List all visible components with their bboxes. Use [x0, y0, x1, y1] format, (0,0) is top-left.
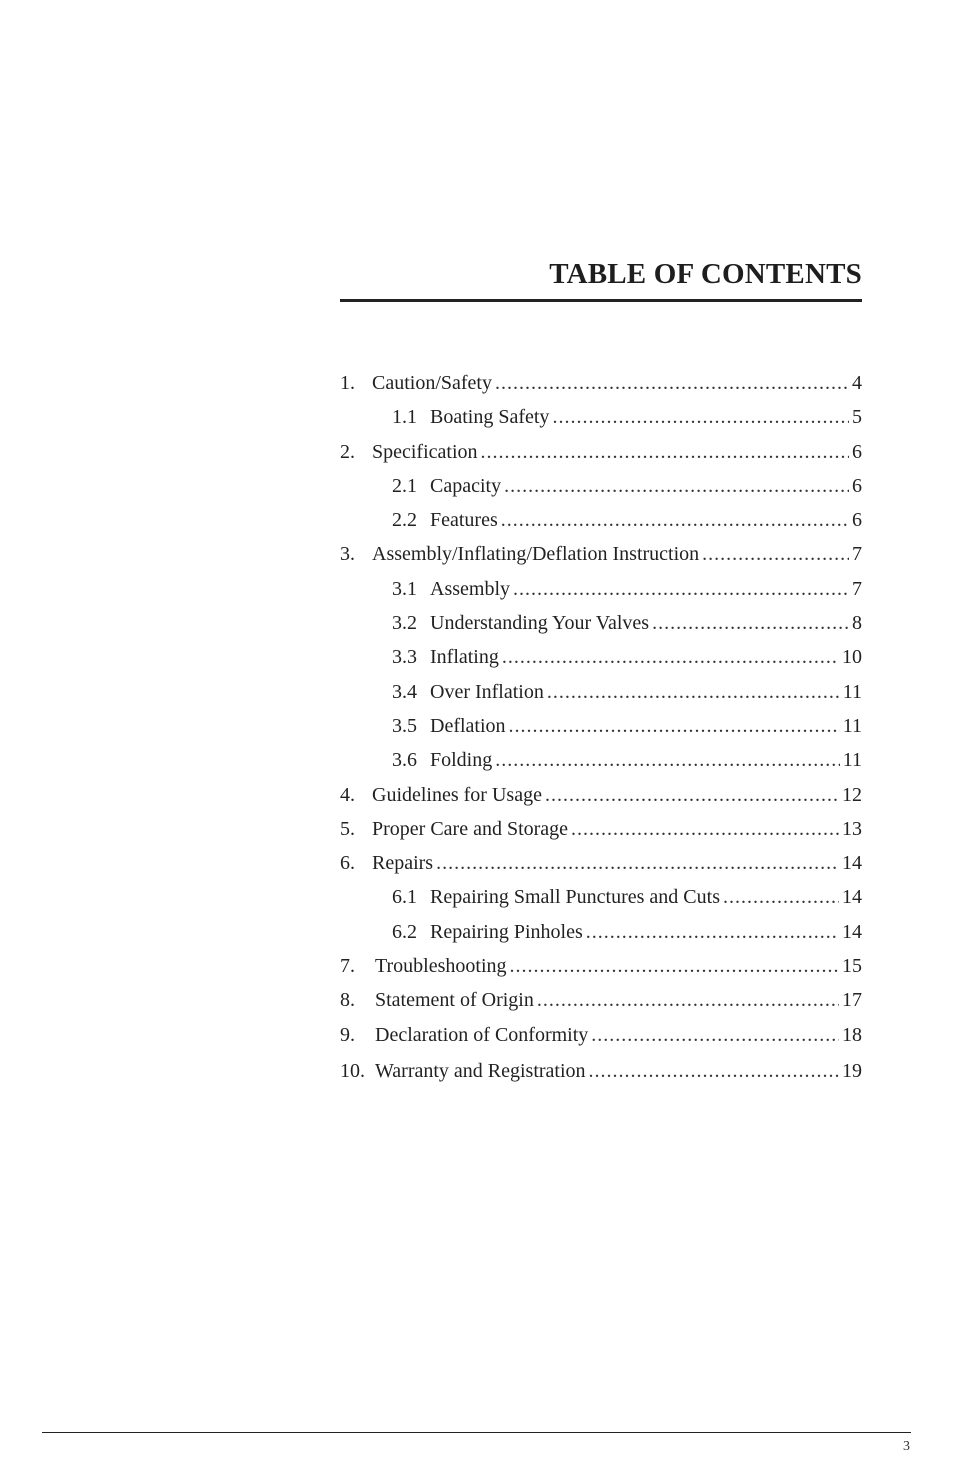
entry-page: 15 [842, 955, 862, 978]
entry-label: Features [430, 509, 498, 532]
dot-leader [509, 709, 840, 743]
entry-label: Troubleshooting [375, 955, 507, 978]
entry-number: 3.4 [392, 680, 417, 703]
entry-page: 6 [852, 440, 862, 463]
dot-leader [547, 675, 840, 709]
dot-leader [586, 915, 839, 949]
dot-leader [495, 366, 849, 400]
entry-page: 17 [842, 989, 862, 1012]
toc-entry-3-4[interactable] [340, 675, 862, 709]
entry-number: 7. [340, 955, 355, 978]
footer-divider [42, 1432, 911, 1433]
entry-label: Proper Care and Storage [372, 817, 569, 840]
toc-entry-9[interactable] [340, 1018, 862, 1054]
dot-leader [702, 537, 849, 571]
entry-label: Repairs [372, 852, 434, 875]
entry-label: Deflation [430, 714, 506, 737]
entry-number: 4. [340, 783, 355, 806]
entry-label: Capacity [430, 474, 502, 497]
entry-number: 3.3 [392, 646, 417, 669]
dot-leader [502, 640, 839, 674]
dot-leader [589, 1054, 839, 1088]
page-title: TABLE OF CONTENTS [549, 258, 862, 290]
entry-number: 2.1 [392, 474, 417, 497]
toc-entry-8[interactable] [340, 983, 862, 1017]
dot-leader [501, 503, 849, 537]
dot-leader [591, 1018, 839, 1052]
toc-entry-10[interactable] [340, 1054, 862, 1088]
entry-page: 18 [842, 1023, 862, 1046]
entry-label: Understanding Your Valves [430, 612, 650, 635]
entry-page: 6 [852, 474, 862, 497]
entry-page: 7 [852, 543, 862, 566]
entry-label: Warranty and Registration [375, 1059, 586, 1082]
dot-leader [723, 880, 839, 914]
entry-number: 3. [340, 543, 355, 566]
toc-entry-3[interactable] [340, 537, 862, 571]
entry-number: 2.2 [392, 509, 417, 532]
toc-entry-1[interactable] [340, 366, 862, 400]
toc-entry-3-2[interactable] [340, 606, 862, 640]
toc-entry-2[interactable] [340, 435, 862, 469]
toc-entry-2-1[interactable] [340, 469, 862, 503]
entry-page: 11 [842, 749, 862, 772]
entry-number: 3.2 [392, 612, 417, 635]
toc-entry-2-2[interactable] [340, 503, 862, 537]
entry-label: Repairing Small Punctures and Cuts [430, 886, 720, 909]
entry-number: 1.1 [392, 406, 417, 429]
toc-entry-3-1[interactable] [340, 572, 862, 606]
dot-leader [504, 469, 849, 503]
entry-page: 10 [842, 646, 862, 669]
dot-leader [537, 983, 839, 1017]
page-number: 3 [903, 1439, 910, 1454]
toc-entry-6-1[interactable] [340, 880, 862, 914]
entry-page: 14 [842, 920, 862, 943]
entry-number: 3.6 [392, 749, 417, 772]
entry-label: Caution/Safety [372, 372, 492, 394]
entry-label: Assembly [430, 577, 510, 600]
toc-entry-1-1[interactable] [340, 400, 862, 434]
entry-page: 6 [852, 509, 862, 532]
entry-label: Over Inflation [430, 680, 544, 703]
toc-entry-5[interactable] [340, 812, 862, 846]
toc-entry-4[interactable] [340, 778, 862, 812]
entry-page: 12 [842, 783, 862, 806]
entry-label: Guidelines for Usage [372, 783, 542, 806]
entry-page: 14 [842, 852, 862, 875]
dot-leader [481, 435, 849, 469]
toc-entry-6[interactable] [340, 846, 862, 880]
toc-entry-3-3[interactable] [340, 640, 862, 674]
dot-leader [510, 949, 839, 983]
entry-page: 5 [852, 406, 862, 429]
toc-entry-6-2[interactable] [340, 915, 862, 949]
entry-label: Specification [372, 440, 478, 463]
toc-entry-7[interactable] [340, 949, 862, 983]
entry-page: 7 [852, 577, 862, 600]
title-underline [340, 299, 862, 302]
dot-leader [571, 812, 839, 846]
dot-leader [545, 778, 839, 812]
toc-entry-3-6[interactable] [340, 743, 862, 777]
entry-page: 14 [842, 886, 862, 909]
entry-label: Inflating [430, 646, 499, 669]
entry-label: Boating Safety [430, 406, 550, 429]
entry-page: 4 [852, 372, 862, 394]
toc-list [340, 366, 862, 1088]
entry-number: 3.5 [392, 714, 417, 737]
entry-number: 9. [340, 1023, 355, 1046]
dot-leader [652, 606, 849, 640]
toc-entry-3-5[interactable] [340, 709, 862, 743]
entry-number: 8. [340, 989, 355, 1012]
dot-leader [436, 846, 839, 880]
entry-number: 10. [340, 1059, 365, 1082]
entry-label: Declaration of Conformity [375, 1023, 589, 1046]
entry-number: 2. [340, 440, 355, 463]
entry-label: Folding [430, 749, 493, 772]
dot-leader [513, 572, 849, 606]
entry-number: 3.1 [392, 577, 417, 600]
entry-page: 19 [842, 1059, 862, 1082]
entry-page: 11 [842, 680, 862, 703]
entry-page: 8 [852, 612, 862, 635]
entry-page: 13 [842, 817, 862, 840]
dot-leader [495, 743, 839, 777]
entry-number: 1. [340, 372, 355, 394]
entry-number: 6. [340, 852, 355, 875]
dot-leader [552, 400, 849, 434]
entry-label: Repairing Pinholes [430, 920, 583, 943]
entry-label: Statement of Origin [375, 989, 534, 1012]
entry-label: Assembly/Inflating/Deflation Instruction [372, 543, 700, 566]
entry-number: 6.2 [392, 920, 417, 943]
entry-number: 6.1 [392, 886, 417, 909]
entry-number: 5. [340, 817, 355, 840]
entry-page: 11 [842, 714, 862, 737]
